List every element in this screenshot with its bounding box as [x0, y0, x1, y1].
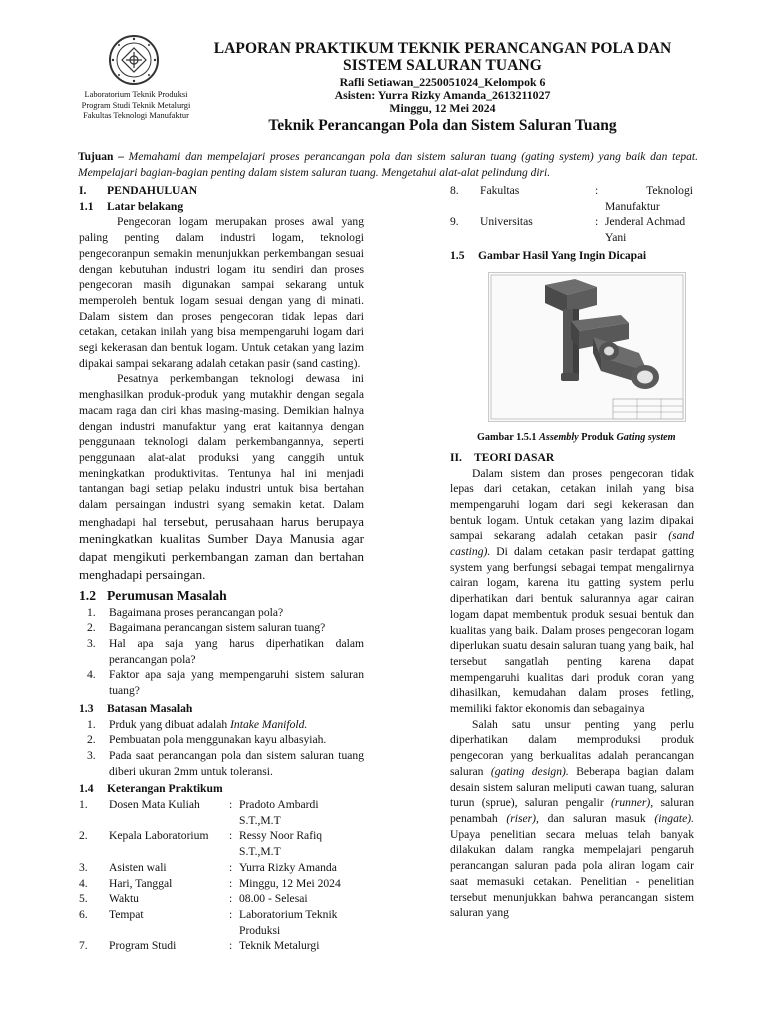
- lab-line: Laboratorium Teknik Produksi: [84, 90, 188, 99]
- paragraph: Pesatnya perkembangan teknologi dewasa ini menghasilkan produk-produk yang mutakhir dengan segala macam raga dan ciri khas masing-masing. Demikian halnya dengan industri manufaktur yang erat kaitannya dengan penggunaan teknologi dalam perkembangannya, seperti penggunaan alat-alat produksi yang canggih untuk meningkatkan produktivitas. Tentunya hal ini menjadi tantangan bagi setiap pelaku industri untuk bisa bertahan dalam persaingan industri syang semakin ketat. Dalam menghadapi hal tersebut, perusahaan harus berupaya meningkatkan kualitas Sumber Daya Manusia agar dapat mengikuti perkembangan zaman dan bertahan menghadapi persaingan.: [79, 372, 364, 582]
- table-row: 3. Asisten wali : Yurra Rizky Amanda: [79, 860, 337, 874]
- report-title-line2: SISTEM SALURAN TUANG: [343, 57, 542, 74]
- date-line: Minggu, 12 Mei 2024: [389, 101, 496, 116]
- list-item: 2. Pembuatan pola menggunakan kayu albasyiah.: [87, 733, 327, 747]
- list-item: 3. Hal apa saja yang harus diperhatikan dalam perancangan pola?: [87, 636, 364, 666]
- report-subtitle: Teknik Perancangan Pola dan Sistem Saluran Tuang: [268, 116, 617, 134]
- tujuan-paragraph: [78, 150, 698, 181]
- table-row: 8. Fakultas : Teknologi Manufaktur: [450, 184, 693, 213]
- paragraph: Salah satu unsur penting yang perlu diperhatikan dalam memproduksi produk pengecoran yang berkualitas adalah perancangan saluran (gating design). Beberapa bagian dalam desain sistem saluran meliputi cawan tuang, saluran turun (sprue), saluran pengalir (runner), saluran penambah (riser), dan saluran masuk (ingate). Upaya penelitian secara meluas telah banyak dilakukan dalam rangka mempelajari pengaruh perancangan saluran pada pola aliran logam cair saat memasuki cetakan. Penelitian - penelitian tersebut menunjukkan bahwa perancangan sistem saluran yang: [450, 717, 694, 920]
- lab-info: [68, 90, 204, 122]
- author-line: Rafli Setiawan_2250051024_Kelompok 6: [339, 75, 546, 89]
- table-row: 1. Dosen Mata Kuliah : Pradoto Ambardi S.T.,M.T: [79, 798, 319, 827]
- table-row: 6. Tempat : Laboratorium Teknik Produksi: [79, 907, 338, 937]
- batasan-list: [79, 717, 364, 780]
- list-item: 2. Bagaimana perancangan sistem saluran tuang?: [87, 621, 326, 635]
- section-heading: 1.5 Gambar Hasil Yang Ingin Dicapai: [450, 248, 647, 262]
- paragraph: Pengecoran logam merupakan proses awal yang paling penting dalam industri logam, teknologi pengecoranpun semakin menunjukkan perkembangan sesuai dengan kebutuhan industri logam itu sendiri dan proses pengecoran masih digunakan sampai sekarang untuk memperoleh bentuk logam sesuai dengan yang di minati. Dalam sistem dan proses pengecoran tidak lepas dari cetakan, cetakan inilah yang bisa mempengaruhi logam dari segi kekerasan dan bentuk logam. Untuk cetakan yang lazim dipakai sampai sekarang adalah cetakan pasir (sand casting).: [79, 215, 364, 370]
- left-column: [79, 183, 364, 954]
- section-heading: 1.3 Batasan Masalah: [79, 701, 193, 715]
- assistant-line: Asisten: Yurra Rizky Amanda_2613211027: [334, 88, 551, 103]
- tujuan-label: Tujuan –: [78, 151, 124, 163]
- section-heading: 1.1 Latar belakang: [79, 199, 184, 213]
- section-heading: 1.2 Perumusan Masalah: [79, 587, 227, 603]
- assembly-gating-system-render: [489, 273, 685, 421]
- assembly-figure: [488, 272, 686, 422]
- list-item: 3. Pada saat perancangan pola dan sistem saluran tuang diberi ukuran 2mm untuk toleransi.: [87, 748, 364, 778]
- lab-line: Fakultas Teknologi Manufaktur: [83, 111, 189, 121]
- table-row: 5. Waktu : 08.00 - Selesai: [79, 892, 308, 906]
- paragraph: Dalam sistem dan proses pengecoran tidak lepas dari cetakan, cetakan inilah yang bisa mempengaruhi logam dari segi kekerasan dan bentuk logam. Untuk cetakan yang lazim dipakai sampai sekarang adalah cetakan pasir (sand casting). Di dalam cetakan pasir terdapat gatting system yang berfungsi sebagai tempat mengalirnya cairan logam, karena itu gatting system perlu diperhatikan dari bentuk salurannya agar cairan logam dapat membentuk produk sesuai bentuk dan kualitas yang baik. Dalam proses pengecoran logam diperlukan suatu desain saluran tuang yang baik, hal tersebut sangatlah penting karena dapat mempengaruhi kualitas dari produk coran yang dihasilkan, kemudahan dalam proses fetling, memiliki faktor ekonomis dan sebagainya: [450, 466, 694, 716]
- list-item: 1. Prduk yang dibuat adalah Intake Manifold.: [87, 717, 308, 731]
- list-item: 1. Bagaimana proses perancangan pola?: [87, 605, 284, 619]
- section-heading: I. PENDAHULUAN: [79, 184, 198, 197]
- table-row: 9. Universitas : Jenderal Achmad Yani: [450, 215, 686, 245]
- keterangan-table: [79, 797, 364, 954]
- report-header: [205, 40, 680, 135]
- section-heading: 1.4 Keterangan Praktikum: [79, 782, 223, 796]
- tujuan-text: Memahami dan mempelajari proses perancangan pola dan sistem saluran tuang (gating system) yang baik dan tepat. Mempelajari bagian-bagian penting dalam sistem saluran tuang. Mengetahui alat-alat pelindung diri.: [78, 151, 698, 179]
- rumusan-list: [79, 605, 364, 699]
- table-row: 2. Kepala Laboratorium : Ressy Noor Rafiq S.T.,M.T: [79, 829, 323, 859]
- university-seal-icon: [108, 34, 160, 86]
- list-item: 4. Faktor apa saja yang mempengaruhi sistem saluran tuang?: [87, 668, 364, 698]
- lab-line: Program Studi Teknik Metalurgi: [81, 100, 191, 110]
- table-row: 4. Hari, Tanggal : Minggu, 12 Mei 2024: [79, 876, 341, 890]
- table-row: 7. Program Studi : Teknik Metalurgi: [79, 939, 320, 953]
- keterangan-table-continued: [450, 183, 694, 246]
- right-column: [450, 183, 694, 921]
- report-title-line1: LAPORAN PRAKTIKUM TEKNIK PERANCANGAN POLA DAN: [213, 40, 672, 57]
- section-heading: II. TEORI DASAR: [450, 450, 555, 464]
- figure-caption: Gambar 1.5.1 Assembly Produk Gating system: [477, 431, 676, 443]
